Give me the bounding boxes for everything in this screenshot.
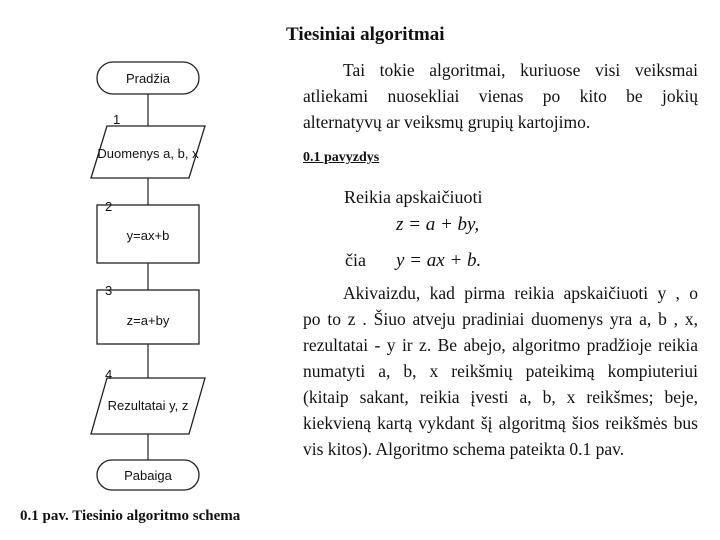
step-number: 2	[105, 199, 113, 214]
body-line: vis kitos). Algoritmo schema pateikta 0.1 pav.	[303, 439, 625, 459]
input-label: Duomenys a, b, x	[97, 146, 199, 161]
example-title: 0.1 pavyzdys	[303, 150, 380, 165]
body-line: (kitaip sakant, reikia įvesti a, b, x reikšmes; beje,	[303, 387, 698, 407]
body-line: Akivaizdu, kad pirma reikia apskaičiuoti y , o	[343, 283, 698, 303]
formula-z: z = a + by,	[396, 214, 480, 235]
intro-paragraph	[303, 57, 698, 135]
body-line: rezultatai - y ir z. Be abejo, algoritmo pradžioje reikia	[303, 335, 698, 355]
step-number: 3	[105, 283, 113, 298]
process-label-z: z=a+by	[126, 313, 170, 328]
intro-line: Tai tokie algoritmai, kuriuose visi veiksmai	[343, 60, 698, 80]
output-label: Rezultatai y, z	[107, 398, 189, 413]
end-label: Pabaiga	[124, 468, 172, 483]
page-title: Tiesiniai algoritmai	[286, 24, 445, 45]
step-number: 4	[105, 367, 113, 382]
process-label-y: y=ax+b	[126, 228, 170, 243]
start-label: Pradžia	[125, 71, 171, 86]
figure-caption: 0.1 pav. Tiesinio algoritmo schema	[20, 508, 241, 524]
body-line: po to z . Šiuo atveju pradiniai duomenys yra a, b , x,	[303, 309, 698, 329]
where-label: čia	[345, 250, 366, 270]
intro-line: alternatyvų ar veiksmų grupių kartojimo.	[303, 112, 591, 132]
body-paragraph	[303, 280, 698, 462]
body-line: numatyti a, b, x reikšmių pateikimą kompiuteriui	[303, 361, 698, 381]
compute-label: Reikia apskaičiuoti	[344, 187, 483, 207]
intro-line: atliekami nuosekliai vienas po kito be jokių	[303, 86, 698, 106]
flowchart	[0, 0, 260, 500]
formula-y: y = ax + b.	[396, 250, 482, 271]
step-number: 1	[113, 112, 121, 127]
body-line: kiekvieną kartą vykdant šį algoritmą šios reikšmės bus	[303, 413, 698, 433]
